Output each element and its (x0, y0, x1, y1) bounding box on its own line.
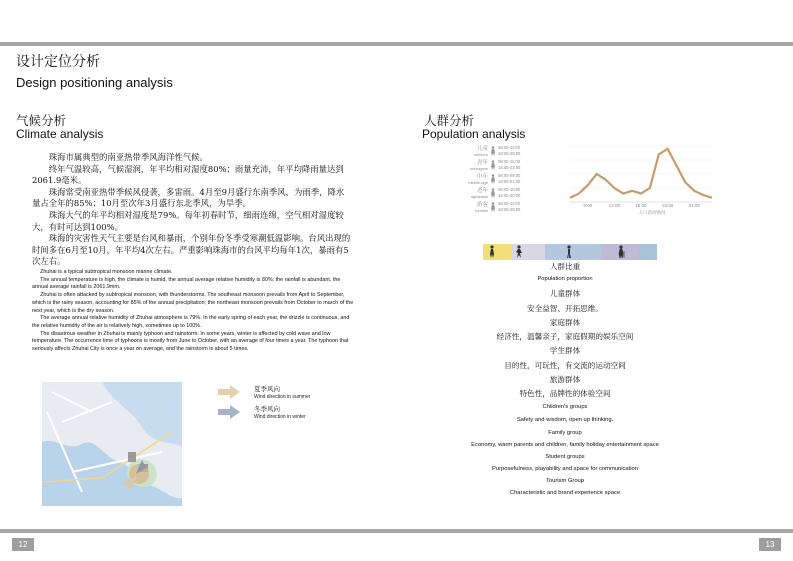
group-name-cn: 中年 (476, 174, 488, 180)
population-list-line: Purposefulness, playability and space for communication (492, 466, 638, 472)
person-icon (490, 160, 496, 170)
climate-cn-paragraph: 珠海的灾害性天气主要是台风和暴雨，个别年份冬季受寒潮低温影响。台风出现的时间多在6月至10月，年平均4次左右。严重影响珠海市的台风平均每年1次，暴雨有5次左右。 (32, 233, 351, 267)
group-time-evening: 16:00-22:00 (498, 164, 521, 170)
wind-map (42, 382, 182, 506)
climate-title-cn: 气候分析 (16, 113, 67, 128)
group-label (462, 186, 488, 199)
population-title-en: Population analysis (422, 127, 526, 141)
population-list-line: 家庭群体 (549, 318, 581, 327)
climate-en-paragraph: The disastrous weather in Zhuhai is mainly typhoon and rainstorm. In some years, winter is affected by cold wave and low temperature. The occurrence time of typhoons is mostly from June to October, with an average of four times a year. The typhoon that seriously affects Zhuhai City is once a year on average, and the rainstorm is about 5 times. (32, 330, 349, 353)
group-time-evening: 18:00-21:00 (498, 178, 521, 184)
population-list-line: 目的性，可玩性，有交流的运动空间 (504, 361, 626, 370)
population-group-row (462, 200, 522, 213)
winter-wind-label-cn: 冬季风向 (254, 405, 280, 413)
climate-cn-paragraph: 终年气温较高，气候湿润，年平均相对湿度80%；雨量充沛，年平均降雨量达到2061.9毫米。 (32, 163, 344, 186)
person-icon (490, 174, 496, 184)
chart-x-tick-label: 21:00 (688, 203, 700, 208)
population-list-line: 安全益智、开拓思维。 (527, 304, 603, 313)
climate-en-paragraph: The average annual relative humidity of Zhuhai atmosphere is 79%. In the early spring of each year, the drizzle is continuous, and the relative humidity of the air is relatively high, sometimes up to 100%. (32, 315, 350, 329)
population-activity-chart (566, 144, 716, 216)
population-proportion-bar (483, 244, 657, 260)
page-title-en: Design positioning analysis (16, 75, 173, 90)
proportion-segment-adults (545, 244, 601, 260)
page-title-cn: 设计定位分析 (16, 54, 100, 70)
population-group-row (462, 186, 522, 199)
chart-x-tick-label: 15:00 (635, 203, 647, 208)
population-list-line: 旅游群体 (549, 375, 581, 384)
population-list-line: 特色性，品牌性的体验空间 (519, 389, 611, 398)
proportion-segment-elderly (601, 244, 639, 260)
population-list-line: 儿童群体 (549, 289, 581, 298)
group-name-en: teenagers (470, 166, 488, 171)
climate-en-paragraph: Zhuhai is a typical subtropical monsoon marine climate. (40, 269, 173, 275)
top-divider (0, 42, 793, 46)
population-list-line: Population proportion (537, 276, 593, 282)
climate-title-en: Climate analysis (16, 127, 104, 141)
population-list-line: 学生群体 (549, 346, 581, 355)
group-name-en: tourists (475, 208, 488, 213)
group-name-cn: 青年 (476, 160, 488, 166)
population-list-line: Children's groups (542, 404, 588, 410)
population-group-row (462, 172, 522, 185)
group-times (498, 187, 520, 199)
population-group-row (462, 158, 522, 171)
group-times (498, 159, 520, 171)
group-time-morning: 08:00-09:00 (498, 172, 521, 178)
summer-wind-label-en: Wind direction in summer (254, 394, 311, 400)
group-time-morning: 08:00-11:00 (498, 144, 521, 150)
population-list-line: 人群比重 (549, 262, 581, 271)
group-name-en: agedness (470, 194, 488, 199)
group-times (498, 173, 520, 185)
page-number-left: 12 (12, 538, 34, 551)
group-label (462, 158, 488, 171)
group-label (462, 200, 488, 213)
chart-series-line (570, 149, 712, 198)
group-times (498, 201, 520, 213)
adult-figure-icon (563, 245, 575, 259)
group-label (462, 172, 488, 185)
map-graphic (42, 382, 182, 506)
bottom-divider (0, 529, 793, 533)
chart-x-axis-label: 人口活动情况 (638, 211, 666, 216)
person-icon (490, 188, 496, 198)
group-time-morning: 08:00-11:00 (498, 200, 521, 206)
group-name-cn: 儿童 (476, 146, 488, 152)
group-name-en: children (473, 152, 488, 157)
child-figure-icon (487, 245, 497, 259)
person-icon (490, 146, 496, 156)
climate-cn-paragraph: 珠海常受南亚热带季候风侵袭，多雷雨。4月至9月盛行东南季风，为雨季，降水量占全年的85%；10月至次年3月盛行东北季风，为旱季。 (32, 186, 345, 209)
population-list-line: Tourism Group (545, 478, 584, 484)
population-list-line: Characteristic and brand experience space (509, 490, 621, 496)
group-time-morning: 08:00-11:00 (498, 158, 521, 164)
chart-x-tick-label: 9:00 (583, 203, 593, 208)
proportion-segment-children (483, 244, 511, 260)
population-list-line: Family group (548, 430, 582, 436)
population-list-line: 经济性，温馨亲子，家庭假期的娱乐空间 (496, 332, 634, 341)
population-list-line: Economy, warm parents and children, family holiday entertainment space (471, 442, 659, 448)
proportion-segment-tourists (639, 244, 657, 260)
population-group-row (462, 144, 522, 157)
elderly-figure-icon (615, 245, 627, 259)
group-time-evening: 18:00-20:00 (498, 206, 521, 212)
population-description-list (440, 260, 690, 499)
climate-cn-paragraph: 珠海市属典型的南亚热带季风海洋性气候。 (48, 152, 208, 162)
summer-wind-label-cn: 夏季风向 (254, 385, 280, 393)
winter-wind-label-en: Wind direction in winter (254, 414, 306, 420)
group-label (462, 144, 488, 157)
summer-wind-arrow-icon (218, 385, 240, 399)
page-number-right: 13 (759, 538, 781, 551)
population-title-cn: 人群分析 (424, 113, 475, 128)
group-time-evening: 18:00-20:00 (498, 150, 521, 156)
population-list-line: Safety and wisdom, open up thinking. (516, 417, 614, 423)
group-name-cn: 老年 (476, 188, 488, 194)
winter-wind-arrow-icon (218, 405, 240, 419)
proportion-segment-teens (511, 244, 545, 260)
climate-cn-paragraph: 珠海大气的年平均相对湿度是79%。每年初春时节，细雨连绵，空气相对湿度较大，有时可达到100%。 (32, 209, 344, 232)
group-time-evening: 15:00-20:00 (498, 192, 521, 198)
climate-cn-text (32, 152, 352, 268)
chart-x-tick-label: 12:00 (608, 203, 621, 208)
group-time-morning: 06:00-10:00 (498, 186, 521, 192)
teen-figure-icon (513, 245, 525, 259)
group-times (498, 145, 520, 157)
group-name-en: middle-age (468, 180, 488, 185)
climate-en-paragraph: Zhuhai is often attacked by subtropical monsoon, with thunderstorms. The southeast monsoon prevails from April to September, which is the rainy season, accounting for 85% of the annual precipitation; the northeast monsoon prevails from October to march of the next year, which is the dry season. (32, 292, 354, 314)
population-list-line: Student groups (545, 454, 585, 460)
person-icon (490, 202, 496, 212)
chart-x-tick-label: 18:00 (661, 203, 674, 208)
climate-en-text (32, 269, 354, 354)
group-name-cn: 游客 (476, 202, 488, 208)
climate-en-paragraph: The annual temperature is high, the climate is humid, the annual average relative humidity is 80%; the rainfall is abundant, the annual average rainfall is 2061.9mm. (32, 276, 341, 291)
